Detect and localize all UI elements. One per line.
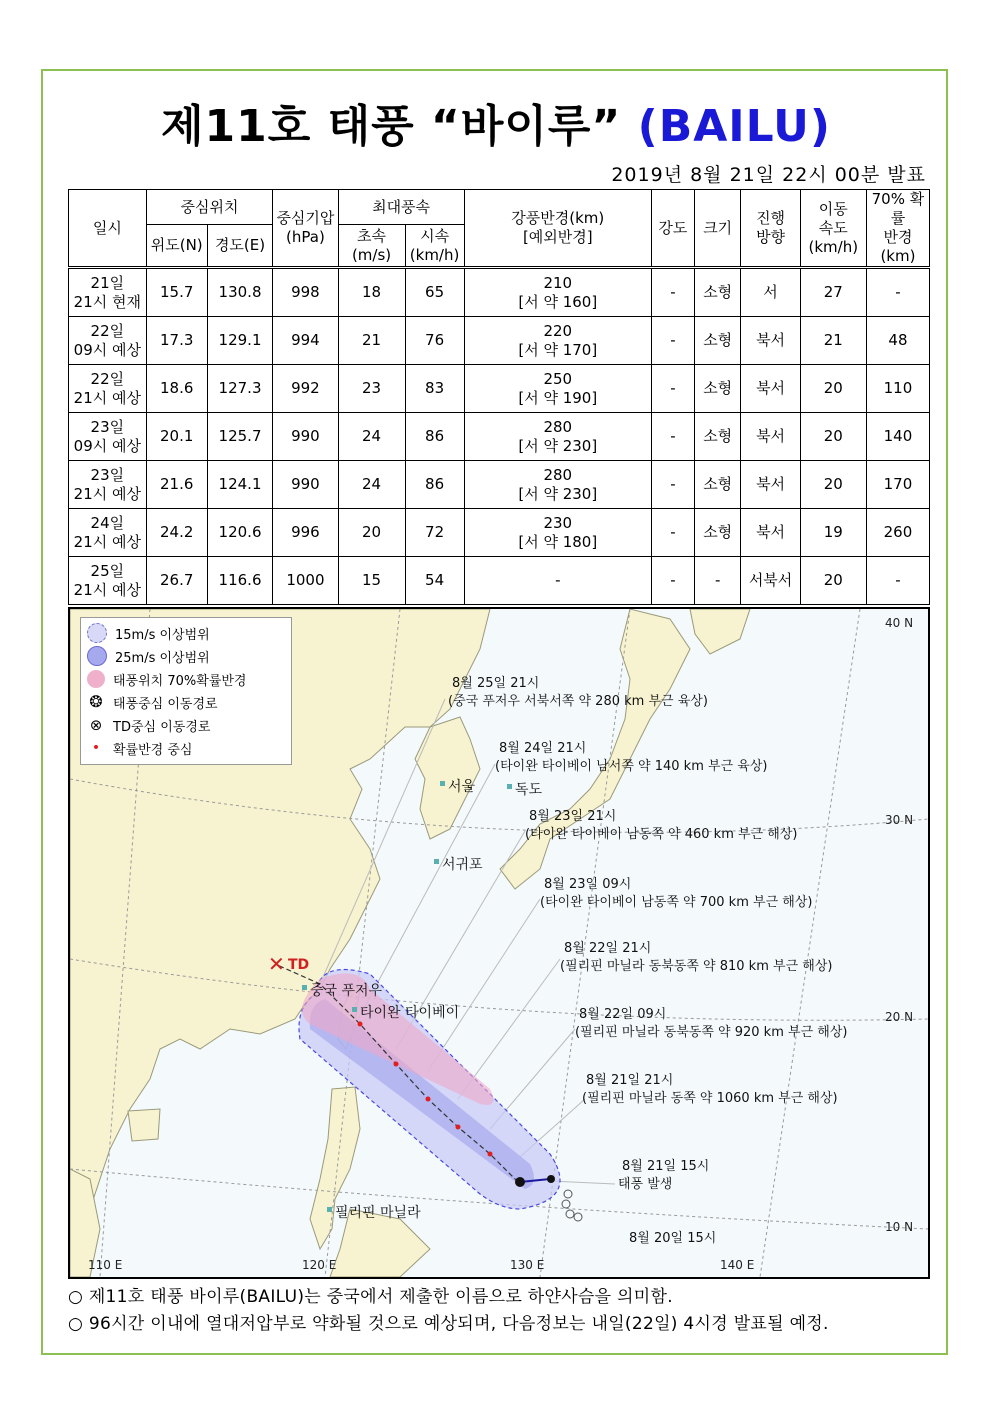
annotation-time: 8월 21일 21시: [586, 1073, 674, 1088]
table-cell-intensity: -: [651, 317, 694, 365]
table-cell-dir: 북서: [741, 413, 800, 461]
header-lat: 위도(N): [146, 225, 207, 268]
legend-item: [87, 737, 192, 759]
table-row: [69, 509, 930, 557]
header-speed: 이동 속도 (km/h): [800, 190, 866, 268]
place-label: 독도: [515, 782, 543, 798]
issued-time: 2019년 8월 21일 22시 00분 발표: [611, 164, 926, 186]
table-cell-dir: 북서: [741, 317, 800, 365]
place-marker: [507, 784, 512, 789]
typhoon-symbol-icon: ❂: [89, 692, 103, 711]
table-cell-dt: 22일 09시 예상: [69, 317, 147, 365]
annotation-time: 8월 24일 21시: [499, 741, 587, 756]
table-cell-ms: 21: [338, 317, 405, 365]
table-cell-radius: 250 [서 약 190]: [464, 365, 651, 413]
table-cell-radius: 220 [서 약 170]: [464, 317, 651, 365]
table-cell-dir: 북서: [741, 365, 800, 413]
table-cell-ms: 20: [338, 509, 405, 557]
legend-label: 25m/s 이상범위: [115, 650, 210, 666]
table-cell-prob: 110: [866, 365, 929, 413]
table-cell-prob: 140: [866, 413, 929, 461]
lat-label: 30 N: [885, 813, 914, 827]
header-center-position: 중심위치: [146, 190, 273, 225]
table-cell-speed: 19: [800, 509, 866, 557]
legend-item: [87, 668, 247, 690]
table-cell-intensity: -: [651, 413, 694, 461]
lon-label: 120 E: [302, 1258, 337, 1272]
place-marker: [440, 781, 445, 786]
table-cell-prob: -: [866, 557, 929, 605]
notes: [68, 1284, 829, 1338]
table-row: [69, 317, 930, 365]
table-cell-size: 소형: [694, 413, 741, 461]
table-cell-lat: 24.2: [146, 509, 207, 557]
table-cell-ms: 24: [338, 461, 405, 509]
table-row: [69, 413, 930, 461]
table-cell-lon: 120.6: [207, 509, 273, 557]
place-marker: [434, 859, 439, 864]
td-symbol-icon: ⊗: [89, 716, 103, 734]
table-cell-prob: 260: [866, 509, 929, 557]
table-cell-speed: 20: [800, 413, 866, 461]
table-cell-lon: 127.3: [207, 365, 273, 413]
table-cell-kmh: 76: [405, 317, 464, 365]
annotation-time: 8월 25일 21시: [452, 676, 540, 691]
table-cell-kmh: 83: [405, 365, 464, 413]
table-cell-size: 소형: [694, 268, 741, 317]
annotation-location: (필리핀 마닐라 동북동쪽 약 810 km 부근 해상): [560, 959, 833, 974]
annotation-time: 8월 22일 21시: [564, 941, 652, 956]
table-cell-hpa: 990: [273, 413, 338, 461]
table-cell-dt: 24일 21시 예상: [69, 509, 147, 557]
table-cell-radius: 280 [서 약 230]: [464, 413, 651, 461]
table-cell-radius: 210 [서 약 160]: [464, 268, 651, 317]
header-direction: 진행 방향: [741, 190, 800, 268]
header-intensity: 강도: [651, 190, 694, 268]
table-cell-lon: 130.8: [207, 268, 273, 317]
place-marker: [302, 985, 307, 990]
legend-label: 확률반경 중심: [113, 742, 193, 758]
table-cell-intensity: -: [651, 509, 694, 557]
table-cell-size: -: [694, 557, 741, 605]
table-row: [69, 365, 930, 413]
legend-label: 태풍중심 이동경로: [113, 696, 218, 712]
td-marker: ✕: [268, 952, 285, 976]
red-dot-icon: •: [91, 740, 101, 756]
table-cell-radius: 280 [서 약 230]: [464, 461, 651, 509]
table-cell-lat: 26.7: [146, 557, 207, 605]
header-wind-ms: 초속 (m/s): [338, 225, 405, 268]
table-cell-lat: 20.1: [146, 413, 207, 461]
table-cell-intensity: -: [651, 557, 694, 605]
annotation-location: (중국 푸저우 서북서쪽 약 280 km 부근 육상): [448, 694, 708, 709]
table-cell-kmh: 54: [405, 557, 464, 605]
annotation-time: 8월 22일 09시: [579, 1007, 667, 1022]
lat-label: 10 N: [885, 1220, 914, 1234]
table-cell-lat: 17.3: [146, 317, 207, 365]
table-cell-intensity: -: [651, 268, 694, 317]
table-cell-ms: 18: [338, 268, 405, 317]
lat-label: 20 N: [885, 1010, 914, 1024]
table-cell-speed: 20: [800, 461, 866, 509]
legend-item: [87, 714, 210, 736]
table-cell-hpa: 996: [273, 509, 338, 557]
table-cell-kmh: 86: [405, 461, 464, 509]
header-lon: 경도(E): [207, 225, 273, 268]
place-marker: [352, 1007, 357, 1012]
table-cell-kmh: 65: [405, 268, 464, 317]
table-cell-ms: 15: [338, 557, 405, 605]
forecast-table-body: [69, 268, 930, 605]
table-cell-dir: 북서: [741, 461, 800, 509]
table-cell-lat: 18.6: [146, 365, 207, 413]
annotation-location: (타이완 타이베이 남서쪽 약 140 km 부근 육상): [495, 759, 768, 774]
table-cell-hpa: 992: [273, 365, 338, 413]
table-cell-size: 소형: [694, 365, 741, 413]
legend-item: [87, 645, 210, 667]
table-cell-intensity: -: [651, 365, 694, 413]
note-line: ○ 제11호 태풍 바이루(BAILU)는 중국에서 제출한 이름으로 하얀사슴을 의미함.: [68, 1287, 673, 1307]
table-cell-prob: 170: [866, 461, 929, 509]
legend-label: 15m/s 이상범위: [115, 627, 210, 643]
table-cell-lon: 125.7: [207, 413, 273, 461]
annotation-location: (필리핀 마닐라 동북동쪽 약 920 km 부근 해상): [575, 1025, 848, 1040]
annotation-time: 8월 20일 15시: [629, 1231, 717, 1246]
table-cell-lon: 124.1: [207, 461, 273, 509]
table-cell-dt: 25일 21시 예상: [69, 557, 147, 605]
table-cell-speed: 20: [800, 365, 866, 413]
header-gale-radius: 강풍반경(km) [예외반경]: [464, 190, 651, 268]
annotation-location: (타이완 타이베이 남동쪽 약 700 km 부근 해상): [540, 895, 813, 910]
table-cell-dt: 22일 21시 예상: [69, 365, 147, 413]
table-row: [69, 557, 930, 605]
pink-circle-icon: [87, 670, 105, 688]
typhoon-track-map: [68, 607, 930, 1279]
map-legend: [80, 617, 292, 765]
place-label: 중국 푸저우: [310, 983, 383, 999]
place-marker: [327, 1207, 332, 1212]
table-cell-hpa: 1000: [273, 557, 338, 605]
annotation-time: 8월 21일 15시: [622, 1159, 710, 1174]
table-cell-prob: 48: [866, 317, 929, 365]
annotation-location: (필리핀 마닐라 동쪽 약 1060 km 부근 해상): [582, 1091, 838, 1106]
table-row: [69, 461, 930, 509]
note-line: ○ 96시간 이내에 열대저압부로 약화될 것으로 예상되며, 다음정보는 내일(22일) 4시경 발표될 예정.: [68, 1314, 829, 1334]
place-label: 타이완 타이베이: [360, 1005, 460, 1021]
table-cell-lat: 21.6: [146, 461, 207, 509]
page-title: [0, 90, 992, 154]
annotation-time: 8월 23일 21시: [529, 809, 617, 824]
legend-item: [87, 622, 210, 644]
table-cell-intensity: -: [651, 461, 694, 509]
table-cell-kmh: 86: [405, 413, 464, 461]
lon-label: 110 E: [88, 1258, 123, 1272]
annotation-location: (타이완 타이베이 남동쪽 약 460 km 부근 해상): [525, 827, 798, 842]
annotation-time: 8월 23일 09시: [544, 877, 632, 892]
lon-label: 130 E: [510, 1258, 545, 1272]
lat-label: 40 N: [885, 616, 914, 630]
table-cell-size: 소형: [694, 461, 741, 509]
table-cell-radius: -: [464, 557, 651, 605]
table-cell-prob: -: [866, 268, 929, 317]
place-label: 서울: [448, 779, 476, 795]
table-cell-speed: 20: [800, 557, 866, 605]
header-size: 크기: [694, 190, 741, 268]
table-cell-dt: 23일 09시 예상: [69, 413, 147, 461]
header-max-wind: 최대풍속: [338, 190, 464, 225]
table-cell-dt: 23일 21시 예상: [69, 461, 147, 509]
place-label: 서귀포: [442, 857, 483, 873]
table-cell-dir: 북서: [741, 509, 800, 557]
legend-label: 태풍위치 70%확률반경: [113, 673, 247, 689]
td-label: TD: [288, 957, 310, 973]
table-cell-dir: 서북서: [741, 557, 800, 605]
table-cell-ms: 23: [338, 365, 405, 413]
table-cell-ms: 24: [338, 413, 405, 461]
place-label: 필리핀 마닐라: [335, 1205, 421, 1221]
legend-item: [87, 691, 218, 713]
table-cell-lon: 116.6: [207, 557, 273, 605]
header-prob-radius: 70% 확률 반경(km): [866, 190, 929, 268]
annotation-location: 태풍 발생: [618, 1177, 673, 1192]
title-english: (BAILU): [637, 101, 831, 152]
lon-label: 140 E: [720, 1258, 755, 1272]
table-cell-kmh: 72: [405, 509, 464, 557]
header-pressure: 중심기압 (hPa): [273, 190, 338, 268]
table-cell-hpa: 994: [273, 317, 338, 365]
header-wind-kmh: 시속 (km/h): [405, 225, 464, 268]
table-cell-dt: 21일 21시 현재: [69, 268, 147, 317]
blue-circle-icon: [87, 646, 107, 666]
table-cell-radius: 230 [서 약 180]: [464, 509, 651, 557]
table-cell-hpa: 990: [273, 461, 338, 509]
legend-label: TD중심 이동경로: [113, 719, 211, 735]
table-cell-size: 소형: [694, 317, 741, 365]
forecast-table: [68, 189, 930, 605]
light-circle-icon: [87, 623, 107, 643]
table-row: [69, 268, 930, 317]
title-korean: 제11호 태풍 “바이루”: [161, 101, 622, 152]
table-cell-hpa: 998: [273, 268, 338, 317]
table-cell-size: 소형: [694, 509, 741, 557]
table-cell-speed: 27: [800, 268, 866, 317]
header-datetime: 일시: [69, 190, 147, 268]
table-cell-lon: 129.1: [207, 317, 273, 365]
table-cell-dir: 서: [741, 268, 800, 317]
table-cell-speed: 21: [800, 317, 866, 365]
table-cell-lat: 15.7: [146, 268, 207, 317]
